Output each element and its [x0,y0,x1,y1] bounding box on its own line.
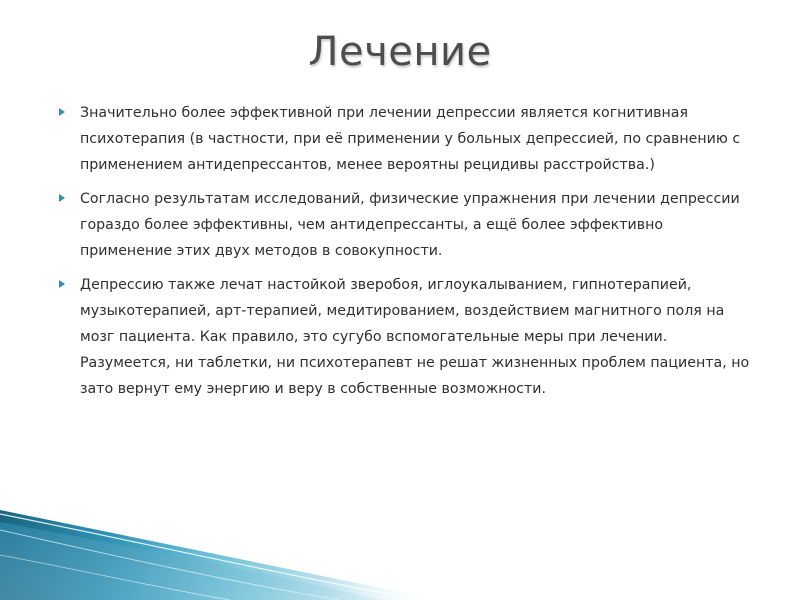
decorative-wave [0,500,800,600]
bullet-text: Значительно более эффективной при лечении депрессии является когнитивная психотерапия (в частности, при её применении у больных депрессией, по сравнению с применением антидепрессантов, менее вероятны рецидивы расстройства.) [80,105,741,173]
wave-band [0,522,380,600]
bullet-item [56,186,756,264]
bullet-list [56,100,756,410]
bullet-arrow-icon [59,108,65,116]
bullet-text: Депрессию также лечат настойкой зверобоя, иглоукалыванием, гипнотерапией, музыкотерапией, арт-терапией, медитированием, воздействием магнитного поля на мозг пациента. Как правило, это сугубо вспомогательные меры при лечении. Разумеется, ни таблетки, ни психотерапевт не решат жизненных проблем пациента, но зато вернут ему энергию и веру в собственные возможности. [80,277,750,397]
bullet-arrow-icon [59,194,65,202]
bullet-item [56,100,756,178]
bullet-arrow-icon [59,280,65,288]
bullet-item [56,272,756,402]
slide-title: Лечение [308,29,492,75]
bullet-text: Согласно результатам исследований, физические упражнения при лечении депрессии гораздо более эффективны, чем антидепрессанты, а ещё более эффективно применение этих двух методов в совокупности. [80,191,740,259]
